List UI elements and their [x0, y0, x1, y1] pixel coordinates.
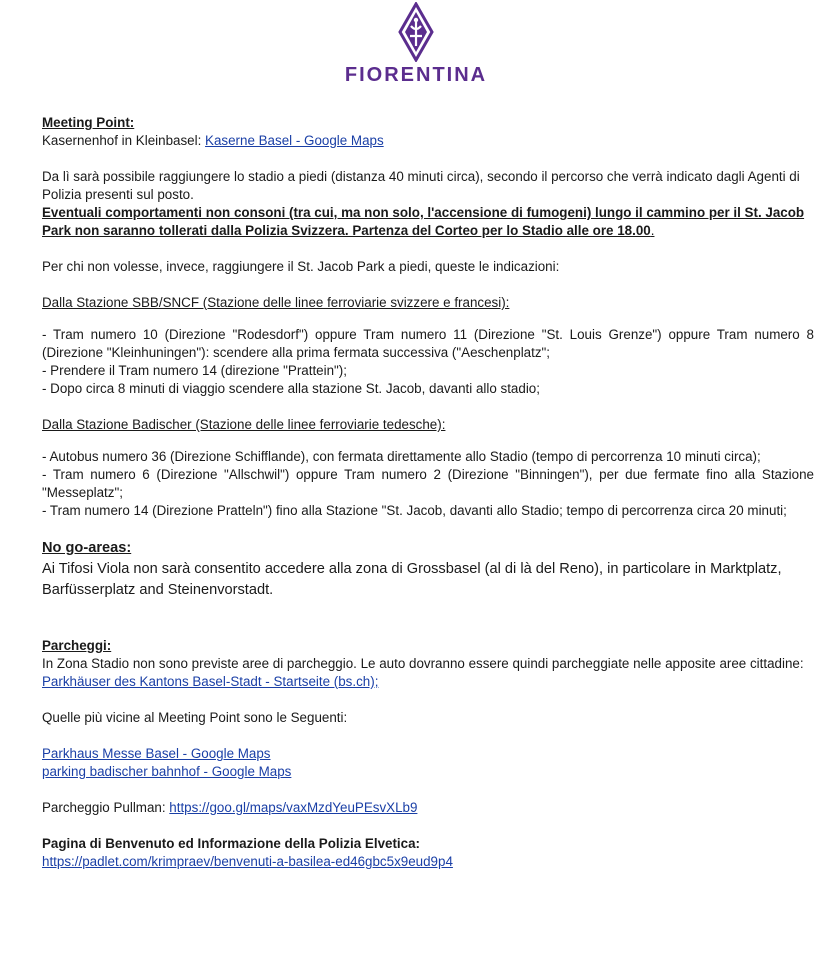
badischer-line: - Autobus numero 36 (Direzione Schifflande), con fermata direttamente allo Stadio (tempo di percorrenza 10 minuti circa); [42, 449, 761, 464]
parkhaus-messe-link[interactable]: Parkhaus Messe Basel - Google Maps [42, 746, 271, 761]
warning-end: . [650, 223, 655, 238]
meeting-point-title: Meeting Point: [42, 115, 135, 130]
badischer-section-title: Dalla Stazione Badischer (Stazione delle linee ferroviarie tedesche): [42, 417, 446, 432]
warning-main: Eventuali comportamenti non consoni (tra cui, ma non solo, l'accensione di fumogeni) lungo il cammino per il St. Jacob Park non saranno tollerati dalla Polizia Svizzera. Partenza del Corteo per lo Stadio alle ore 18.00 [42, 205, 805, 238]
intro-text: Per chi non volesse, invece, raggiungere il St. Jacob Park a piedi, queste le indicazioni: [42, 259, 560, 274]
fiorentina-lily-icon [398, 2, 434, 62]
kaserne-map-link[interactable]: Kaserne Basel - Google Maps [205, 133, 384, 148]
warning-text [42, 204, 814, 240]
brand-name: FIORENTINA [344, 64, 488, 86]
walk-instructions: Da lì sarà possibile raggiungere lo stadio a piedi (distanza 40 minuti circa), secondo il percorso che verrà indicato dagli Agenti di Polizia presenti sul posto. [42, 169, 800, 202]
parking-text [42, 655, 814, 691]
document-body [42, 114, 814, 871]
club-logo [0, 0, 832, 100]
no-go-text: Ai Tifosi Viola non sarà consentito accedere alla zona di Grossbasel (al di là del Reno), in particolare in Marktplatz, Barfüsserplatz and Steinenvorstadt. [42, 561, 782, 598]
parking-title: Parcheggi: [42, 638, 112, 653]
parking-badischer-link[interactable]: parking badischer bahnhof - Google Maps [42, 764, 292, 779]
bus-parking [42, 799, 814, 817]
parking-nearest-text: Quelle più vicine al Meeting Point sono le Seguenti: [42, 710, 348, 725]
sbb-line: - Prendere il Tram numero 14 (direzione "Prattein"); [42, 363, 347, 378]
sbb-line: - Tram numero 10 (Direzione "Rodesdorf") oppure Tram numero 11 (Direzione "St. Louis Grenze") oppure Tram numero 8 (Direzione "Kleinhuningen"): scendere alla prima fermata successiva ("Aeschenplatz"; [42, 327, 814, 360]
police-padlet-link[interactable]: https://padlet.com/krimpraev/benvenuti-a-basilea-ed46gbc5x9eud9p4 [42, 854, 453, 869]
sbb-line: - Dopo circa 8 minuti di viaggio scendere alla stazione St. Jacob, davanti allo stadio; [42, 381, 540, 396]
sbb-section-title: Dalla Stazione SBB/SNCF (Stazione delle linee ferroviarie svizzere e francesi): [42, 295, 510, 310]
parking-city-link[interactable]: Parkhäuser des Kantons Basel-Stadt - Startseite (bs.ch); [42, 674, 379, 689]
bus-parking-label: Parcheggio Pullman: [42, 800, 170, 815]
no-go-title: No go-areas: [42, 540, 132, 556]
police-title: Pagina di Benvenuto ed Informazione della Polizia Elvetica: [42, 836, 420, 851]
meeting-location-prefix: Kasernenhof in Kleinbasel: [42, 133, 206, 148]
meeting-point-location [42, 132, 814, 150]
bus-parking-link[interactable]: https://goo.gl/maps/vaxMzdYeuPEsvXLb9 [169, 800, 418, 815]
badischer-line: - Tram numero 6 (Direzione "Allschwil") oppure Tram numero 2 (Direzione "Binningen"), per due fermate fino alla Stazione "Messeplatz"; [42, 467, 814, 500]
badischer-line: - Tram numero 14 (Direzione Pratteln") fino alla Stazione "St. Jacob, davanti allo Stadio; tempo di percorrenza circa 20 minuti; [42, 503, 787, 518]
parking-text-main: In Zona Stadio non sono previste aree di parcheggio. Le auto dovranno essere quindi parcheggiate nelle apposite aree cittadine: [42, 656, 804, 671]
